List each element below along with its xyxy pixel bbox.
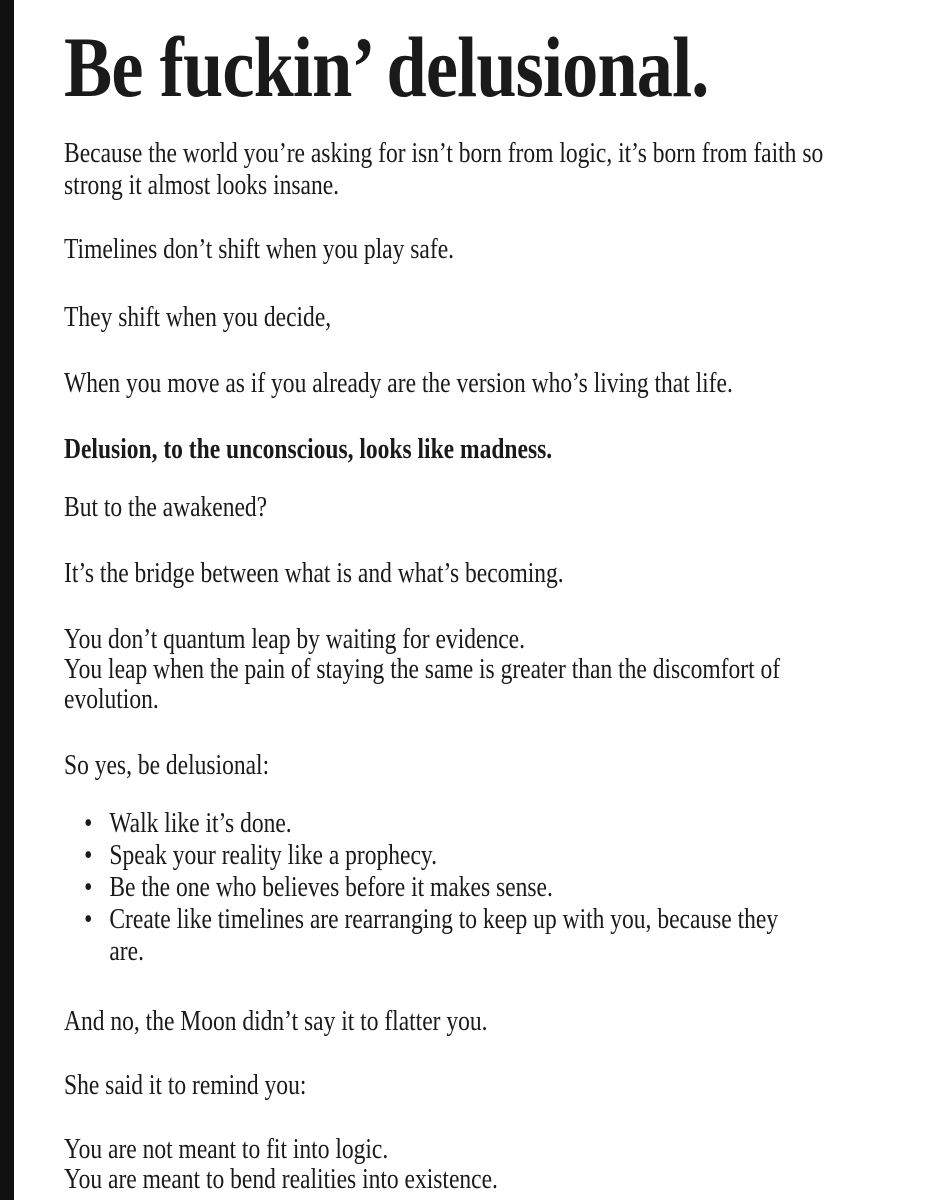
list-item-text: Speak your reality like a prophecy. [109, 840, 437, 871]
list-item-text: Walk like it’s done. [109, 808, 292, 839]
paragraph-6: But to the awakened? [64, 492, 268, 523]
bullet-dot: • [84, 872, 93, 903]
list-item-continuation: are. [109, 936, 144, 967]
document-body [64, 10, 862, 1195]
paragraph-8-line-3: evolution. [64, 684, 159, 715]
bullet-dot: • [84, 904, 93, 935]
paragraph-3: They shift when you decide, [64, 302, 332, 333]
paragraph-1-line-1: Because the world you’re asking for isn’t born from logic, it’s born from faith so [64, 138, 824, 169]
paragraph-11: She said it to remind you: [64, 1070, 307, 1101]
paragraph-7: It’s the bridge between what is and what’s becoming. [64, 558, 564, 589]
document-page [14, 0, 936, 1200]
bullet-list [81, 808, 778, 968]
paragraph-2: Timelines don’t shift when you play safe. [64, 234, 455, 265]
list-item [81, 840, 778, 872]
list-item-text: Be the one who believes before it makes sense. [109, 872, 553, 903]
paragraph-1-line-2: strong it almost looks insane. [64, 170, 340, 201]
paragraph-12-line-2: You are meant to bend realities into existence. [64, 1164, 498, 1195]
paragraph-5-bold: Delusion, to the unconscious, looks like madness. [64, 434, 553, 465]
paragraph-4: When you move as if you already are the version who’s living that life. [64, 368, 733, 399]
paragraph-8-line-2: You leap when the pain of staying the same is greater than the discomfort of [64, 654, 781, 685]
left-dark-border [0, 0, 14, 1200]
list-item [81, 808, 778, 840]
bullet-dot: • [84, 808, 93, 839]
paragraph-12-line-1: You are not meant to fit into logic. [64, 1134, 389, 1165]
document-title: Be fuckin’ delusional. [64, 19, 709, 115]
list-item [81, 872, 778, 904]
paragraph-10: And no, the Moon didn’t say it to flatter you. [64, 1006, 488, 1037]
paragraph-9: So yes, be delusional: [64, 750, 270, 781]
list-item-text: Create like timelines are rearranging to keep up with you, because they [109, 904, 779, 935]
list-item [81, 904, 778, 968]
paragraph-8-line-1: You don’t quantum leap by waiting for evidence. [64, 624, 525, 655]
bullet-dot: • [84, 840, 93, 871]
